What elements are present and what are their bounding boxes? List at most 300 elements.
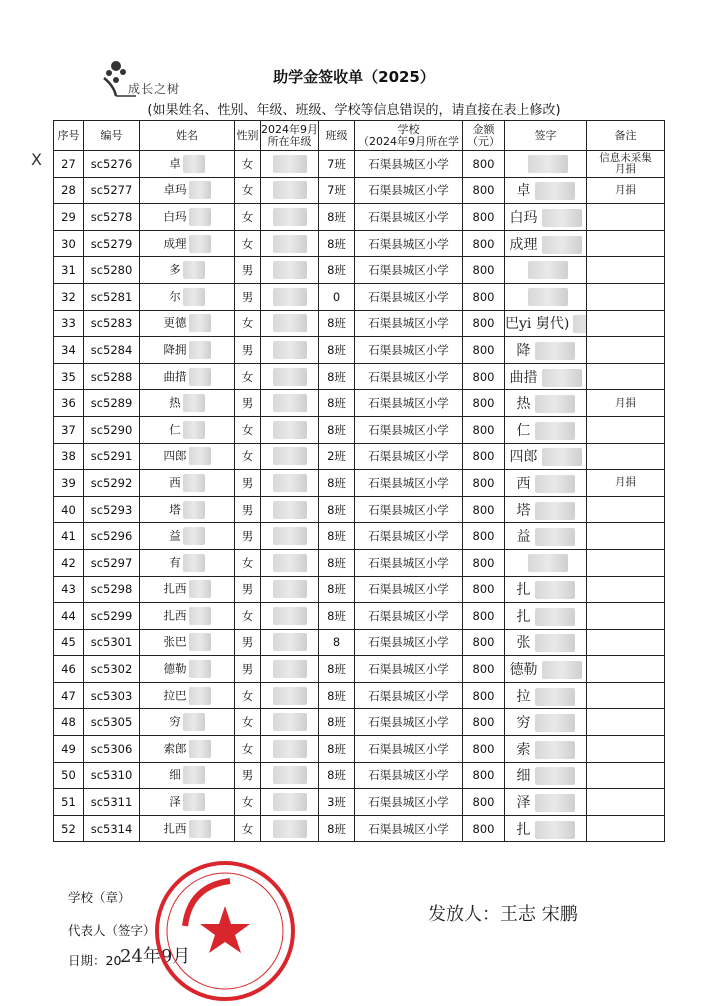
table-row: [54, 177, 665, 204]
cell-id-text: sc5277: [90, 183, 133, 198]
cell-name-text: 张巴: [163, 634, 187, 649]
cell-note: [587, 523, 665, 550]
cell-school: [355, 603, 463, 630]
cell-gender-text: 女: [241, 369, 254, 384]
cell-class: [319, 656, 355, 683]
cell-grade: [261, 204, 319, 231]
cell-amount-text: 800: [472, 582, 495, 597]
cell-note: [587, 736, 665, 763]
cell-id: [84, 656, 140, 683]
cell-school-text: 石渠县城区小学: [368, 741, 449, 756]
cell-id-text: sc5299: [90, 608, 133, 623]
cell-signature: [505, 815, 587, 842]
table-row: [54, 283, 665, 310]
table-row: [54, 762, 665, 789]
cell-amount: [463, 576, 505, 603]
cell-amount-text: 800: [472, 316, 495, 331]
redacted-name: [183, 155, 205, 173]
cell-signature: [505, 736, 587, 763]
cell-gender: [235, 496, 261, 523]
cell-id: [84, 736, 140, 763]
cell-id: [84, 283, 140, 310]
cell-name-text: 扎西: [163, 581, 187, 596]
cell-gender-text: 男: [241, 502, 254, 517]
cell-grade: [261, 709, 319, 736]
cell-no: [54, 709, 84, 736]
cell-gender-text: 女: [241, 183, 254, 198]
cell-name-text: 泽: [169, 794, 181, 809]
cell-gender-text: 女: [241, 316, 254, 331]
cell-id-text: sc5276: [90, 156, 133, 171]
cell-gender-text: 女: [241, 715, 254, 730]
redacted-grade: [273, 261, 307, 279]
cell-gender: [235, 310, 261, 337]
cell-amount: [463, 443, 505, 470]
cell-name-text: 益: [169, 528, 181, 543]
cell-gender: [235, 230, 261, 257]
cell-school-text: 石渠县城区小学: [368, 608, 449, 623]
cell-signature-text: 卓: [516, 183, 531, 200]
column-header: 2024年9月 所在年级: [261, 121, 319, 151]
cell-signature: [505, 310, 587, 337]
cell-grade: [261, 177, 319, 204]
cell-name-text: 四郎: [163, 448, 187, 463]
cell-no-text: 34: [61, 342, 76, 357]
cell-signature: [505, 603, 587, 630]
redacted-grade: [273, 527, 307, 545]
cell-id-text: sc5298: [90, 582, 133, 597]
redacted-grade: [273, 314, 307, 332]
cell-name: [140, 629, 235, 656]
cell-class: [319, 576, 355, 603]
table-row: [54, 629, 665, 656]
cell-no-text: 52: [61, 821, 76, 836]
redacted-grade: [273, 155, 307, 173]
cell-school-text: 石渠县城区小学: [368, 821, 449, 836]
redacted-grade: [273, 687, 307, 705]
cell-id-text: sc5290: [90, 422, 133, 437]
cell-name: [140, 443, 235, 470]
redacted-grade: [273, 766, 307, 784]
cell-no-text: 27: [61, 156, 76, 171]
cell-name-text: 西: [169, 475, 181, 490]
cell-no: [54, 230, 84, 257]
cell-school: [355, 363, 463, 390]
redacted-name: [189, 660, 211, 678]
cell-class-text: 8班: [327, 529, 346, 544]
cell-amount-text: 800: [472, 555, 495, 570]
cell-no: [54, 682, 84, 709]
cell-signature: [505, 443, 587, 470]
cell-id-text: sc5305: [90, 715, 133, 730]
cell-name-text: 仁: [169, 422, 181, 437]
redacted-name: [183, 421, 205, 439]
cell-grade: [261, 682, 319, 709]
cell-amount-text: 800: [472, 449, 495, 464]
cell-note: [587, 656, 665, 683]
cell-note: [587, 337, 665, 364]
cell-amount-text: 800: [472, 529, 495, 544]
cell-gender: [235, 337, 261, 364]
cell-signature: [505, 656, 587, 683]
cell-school: [355, 310, 463, 337]
cell-no: [54, 470, 84, 497]
redacted-signature: [535, 821, 575, 839]
cell-school: [355, 151, 463, 178]
cell-amount: [463, 230, 505, 257]
cell-school-text: 石渠县城区小学: [368, 502, 449, 517]
cell-signature-text: 扎: [516, 582, 531, 599]
cell-amount-text: 800: [472, 768, 495, 783]
cell-school-text: 石渠县城区小学: [368, 662, 449, 677]
redacted-signature: [535, 767, 575, 785]
redacted-signature: [535, 475, 575, 493]
cell-no: [54, 523, 84, 550]
cell-signature: [505, 257, 587, 284]
cell-no-text: 33: [61, 316, 76, 331]
cell-amount-text: 800: [472, 502, 495, 517]
cell-no: [54, 736, 84, 763]
redacted-signature: [542, 448, 582, 466]
cell-gender-text: 男: [241, 582, 254, 597]
redacted-grade: [273, 554, 307, 572]
cell-no: [54, 576, 84, 603]
cell-gender-text: 男: [241, 396, 254, 411]
cell-class-text: 8: [332, 635, 341, 650]
cell-amount-text: 800: [472, 475, 495, 490]
cell-amount-text: 800: [472, 236, 495, 251]
cell-grade: [261, 283, 319, 310]
redacted-name: [189, 820, 211, 838]
cell-id: [84, 204, 140, 231]
cell-class-text: 8班: [327, 768, 346, 783]
cell-gender: [235, 576, 261, 603]
cell-note: [587, 363, 665, 390]
cell-signature-text: 降: [516, 342, 531, 359]
redacted-grade: [273, 660, 307, 678]
redacted-name: [189, 208, 211, 226]
cell-id-text: sc5292: [90, 475, 133, 490]
redacted-signature: [528, 155, 568, 173]
cell-grade: [261, 151, 319, 178]
cell-amount: [463, 416, 505, 443]
cell-id: [84, 762, 140, 789]
cell-class-text: 8班: [327, 369, 346, 384]
redacted-grade: [273, 421, 307, 439]
cell-class-text: 8班: [327, 662, 346, 677]
logo-text: 成长之树: [128, 82, 181, 96]
redacted-signature: [535, 688, 575, 706]
table-row: [54, 310, 665, 337]
cell-no-text: 29: [61, 209, 76, 224]
cell-no-text: 38: [61, 449, 76, 464]
cell-school-text: 石渠县城区小学: [368, 768, 449, 783]
cell-amount-text: 800: [472, 741, 495, 756]
cell-name: [140, 603, 235, 630]
redacted-signature: [535, 741, 575, 759]
cell-name: [140, 337, 235, 364]
cell-class: [319, 709, 355, 736]
cell-signature-text: 塔: [516, 502, 531, 519]
redacted-signature: [528, 261, 568, 279]
redacted-grade: [273, 341, 307, 359]
redacted-name: [183, 394, 205, 412]
cell-school: [355, 656, 463, 683]
redacted-signature: [535, 608, 575, 626]
cell-class-text: 8班: [327, 342, 346, 357]
cell-grade: [261, 257, 319, 284]
cell-no: [54, 283, 84, 310]
cell-id-text: sc5296: [90, 529, 133, 544]
cell-class-text: 8班: [327, 396, 346, 411]
cell-grade: [261, 736, 319, 763]
cell-name-text: 扎西: [163, 608, 187, 623]
column-header: 签字: [505, 121, 587, 151]
column-header: 姓名: [140, 121, 235, 151]
table-row: [54, 230, 665, 257]
cell-no-text: 49: [61, 741, 76, 756]
cell-amount: [463, 789, 505, 816]
cell-no: [54, 390, 84, 417]
redacted-signature: [535, 342, 575, 360]
cell-gender: [235, 709, 261, 736]
cell-school-text: 石渠县城区小学: [368, 183, 449, 198]
cell-signature: [505, 204, 587, 231]
cell-no: [54, 443, 84, 470]
cell-no-text: 43: [61, 582, 76, 597]
cell-signature-text: 成理: [509, 236, 538, 253]
cell-name: [140, 283, 235, 310]
cell-signature-text: 拉: [516, 688, 531, 705]
cell-amount-text: 800: [472, 608, 495, 623]
cell-signature: [505, 709, 587, 736]
column-header: 班级: [319, 121, 355, 151]
cell-school-text: 石渠县城区小学: [368, 795, 449, 810]
cell-no: [54, 363, 84, 390]
cell-note: [587, 283, 665, 310]
cell-id-text: sc5279: [90, 236, 133, 251]
cell-name: [140, 230, 235, 257]
cell-school: [355, 337, 463, 364]
cell-id-text: sc5297: [90, 555, 133, 570]
cell-note: [587, 230, 665, 257]
cell-name: [140, 470, 235, 497]
table-row: [54, 682, 665, 709]
table-row: [54, 204, 665, 231]
cell-grade: [261, 230, 319, 257]
cell-amount: [463, 283, 505, 310]
cell-note: [587, 682, 665, 709]
cell-name: [140, 736, 235, 763]
cell-no-text: 41: [61, 529, 76, 544]
cell-name: [140, 416, 235, 443]
cell-signature: [505, 576, 587, 603]
cell-name: [140, 151, 235, 178]
cell-gender-text: 女: [241, 555, 254, 570]
cell-gender: [235, 656, 261, 683]
cell-note: [587, 177, 665, 204]
cell-note: [587, 310, 665, 337]
cell-id: [84, 709, 140, 736]
cell-no: [54, 204, 84, 231]
cell-note-text: 信息未采集 月捐: [599, 151, 652, 175]
cell-school: [355, 629, 463, 656]
redacted-grade: [273, 607, 307, 625]
cell-school-text: 石渠县城区小学: [368, 209, 449, 224]
cell-name-text: 扎西: [163, 821, 187, 836]
cell-note-text: 月捐: [615, 396, 636, 409]
cell-amount-text: 800: [472, 183, 495, 198]
cell-school: [355, 523, 463, 550]
cell-note: [587, 443, 665, 470]
redacted-name: [189, 181, 211, 199]
cell-school: [355, 470, 463, 497]
date-label: 日期：20: [68, 953, 122, 968]
cell-no-text: 48: [61, 715, 76, 730]
cell-no-text: 51: [61, 795, 76, 810]
cell-amount: [463, 736, 505, 763]
cell-no-text: 44: [61, 608, 76, 623]
cell-note: [587, 257, 665, 284]
cell-amount: [463, 204, 505, 231]
cell-signature-text: 曲措: [509, 369, 538, 386]
column-header: 金额 （元）: [463, 121, 505, 151]
cell-no-text: 35: [61, 369, 76, 384]
cell-name: [140, 789, 235, 816]
cell-gender-text: 男: [241, 768, 254, 783]
cell-signature-text: 索: [516, 741, 531, 758]
cell-class: [319, 603, 355, 630]
cell-school: [355, 177, 463, 204]
cell-id-text: sc5306: [90, 741, 133, 756]
cell-name: [140, 576, 235, 603]
cell-amount-text: 800: [472, 263, 495, 278]
table-row: [54, 603, 665, 630]
cell-gender-text: 男: [241, 263, 254, 278]
cell-name-text: 塔: [169, 502, 181, 517]
redacted-name: [189, 580, 211, 598]
table-row: [54, 789, 665, 816]
cell-school: [355, 682, 463, 709]
cell-id: [84, 815, 140, 842]
redacted-grade: [273, 501, 307, 519]
school-seal-icon: [150, 856, 300, 1006]
cell-note: [587, 496, 665, 523]
redacted-grade: [273, 474, 307, 492]
page-title: 助学金签收单（2025）: [273, 68, 435, 86]
cell-gender: [235, 363, 261, 390]
cell-no-text: 31: [61, 263, 76, 278]
cell-note: [587, 789, 665, 816]
cell-name-text: 穷: [169, 714, 181, 729]
cell-name: [140, 656, 235, 683]
redacted-grade: [273, 368, 307, 386]
cell-school: [355, 815, 463, 842]
cell-grade: [261, 390, 319, 417]
cell-signature-text: 西: [516, 475, 531, 492]
cell-grade: [261, 549, 319, 576]
cell-no: [54, 416, 84, 443]
cell-no: [54, 603, 84, 630]
cell-school-text: 石渠县城区小学: [368, 529, 449, 544]
cell-class: [319, 416, 355, 443]
table-row: [54, 736, 665, 763]
cell-signature: [505, 523, 587, 550]
cell-school: [355, 496, 463, 523]
cell-school: [355, 789, 463, 816]
cell-signature: [505, 151, 587, 178]
cell-class: [319, 337, 355, 364]
cell-gender: [235, 523, 261, 550]
cell-class-text: 3班: [327, 795, 346, 810]
cell-name: [140, 709, 235, 736]
redacted-grade: [273, 793, 307, 811]
cell-gender: [235, 177, 261, 204]
table-row: [54, 523, 665, 550]
cell-amount-text: 800: [472, 209, 495, 224]
cell-school-text: 石渠县城区小学: [368, 396, 449, 411]
cell-signature: [505, 789, 587, 816]
cell-class-text: 2班: [327, 449, 346, 464]
cell-no-text: 36: [61, 396, 76, 411]
cell-amount: [463, 363, 505, 390]
table-row: [54, 337, 665, 364]
side-mark: X: [31, 150, 42, 169]
cell-note: [587, 603, 665, 630]
cell-amount-text: 800: [472, 342, 495, 357]
cell-amount-text: 800: [472, 156, 495, 171]
cell-class-text: 8班: [327, 741, 346, 756]
cell-note: [587, 390, 665, 417]
cell-id: [84, 789, 140, 816]
cell-no-text: 30: [61, 236, 76, 251]
cell-class-text: 8班: [327, 316, 346, 331]
cell-school: [355, 576, 463, 603]
cell-name-text: 有: [169, 555, 181, 570]
cell-gender-text: 女: [241, 209, 254, 224]
cell-name-text: 白玛: [163, 209, 187, 224]
cell-class: [319, 496, 355, 523]
cell-class: [319, 815, 355, 842]
cell-grade: [261, 443, 319, 470]
cell-signature-text: 张: [516, 635, 531, 652]
cell-signature: [505, 470, 587, 497]
cell-name: [140, 682, 235, 709]
cell-school: [355, 416, 463, 443]
redacted-grade: [273, 713, 307, 731]
cell-signature-text: 扎: [516, 821, 531, 838]
cell-amount-text: 800: [472, 662, 495, 677]
cell-class: [319, 523, 355, 550]
cell-gender-text: 男: [241, 475, 254, 490]
table-row: [54, 496, 665, 523]
cell-name: [140, 204, 235, 231]
cell-no-text: 45: [61, 635, 76, 650]
cell-class-text: 8班: [327, 608, 346, 623]
cell-school-text: 石渠县城区小学: [368, 688, 449, 703]
cell-no: [54, 629, 84, 656]
cell-amount: [463, 496, 505, 523]
redacted-signature: [542, 661, 582, 679]
cell-no: [54, 762, 84, 789]
cell-gender-text: 女: [241, 422, 254, 437]
cell-class-text: 8班: [327, 209, 346, 224]
cell-school: [355, 390, 463, 417]
cell-amount-text: 800: [472, 422, 495, 437]
cell-school-text: 石渠县城区小学: [368, 635, 449, 650]
column-header: 性别: [235, 121, 261, 151]
redacted-name: [183, 527, 205, 545]
